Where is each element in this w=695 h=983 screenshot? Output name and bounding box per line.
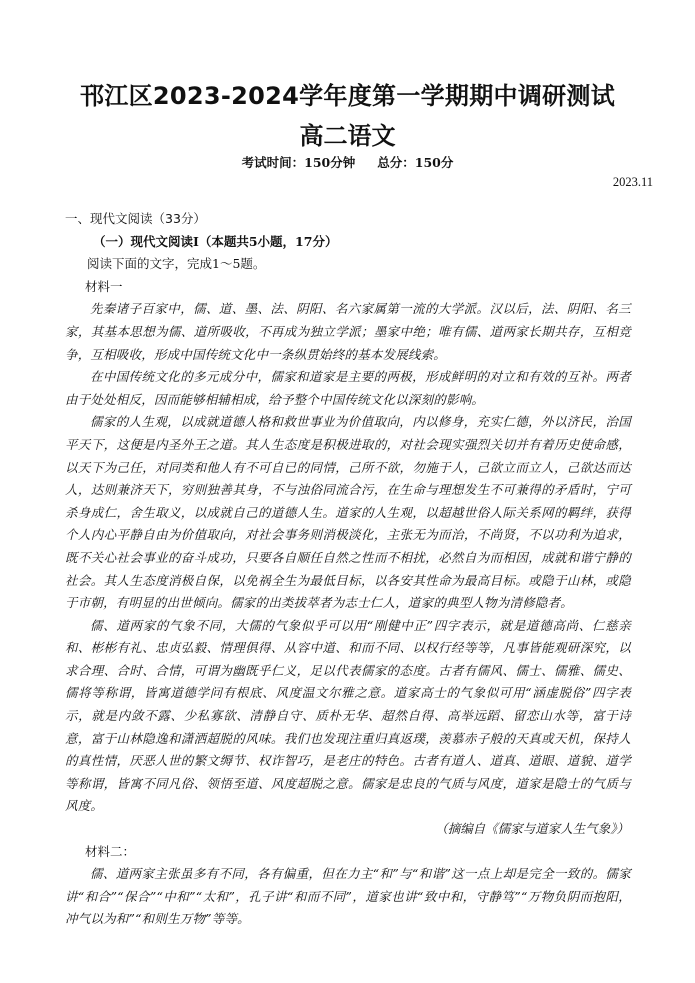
exam-time: 考试时间：150分钟 xyxy=(241,155,356,170)
total-score: 总分：150分 xyxy=(377,155,454,170)
material2-label: 材料二： xyxy=(85,843,136,859)
paragraph: 儒、道两家主张虽多有不同，各有偏重，但在力主“和”与“和谐”这一点上却是完全一致的。儒家讲“和合”“保合”“中和”“太和”，孔子讲“和而不同”，道家也讲“致中和，守静笃”“万物负阴而抱阳，冲气以为和”“和则生万物”等等。 xyxy=(65,866,631,927)
exam-date: 2023.11 xyxy=(612,175,653,189)
exam-info xyxy=(0,153,695,171)
paragraph: 在中国传统文化的多元成分中，儒家和道家是主要的两极，形成鲜明的对立和有效的互补。两者由于处处相反，因而能够相辅相成，给予整个中国传统文化以深刻的影响。 xyxy=(65,369,631,407)
paragraph: 先秦诸子百家中，儒、道、墨、法、阴阳、名六家属第一流的大学派。汉以后，法、阴阳、名三家，其基本思想为儒、道所吸收，不再成为独立学派；墨家中绝；唯有儒、道两家长期共存，互相竞争，互相吸收，形成中国传统文化中一条纵贯始终的基本发展线索。 xyxy=(65,301,631,362)
paragraph: 儒家的人生观，以成就道德人格和救世事业为价值取向，内以修身，充实仁德，外以济民，治国平天下，这便是内圣外王之道。其人生态度是积极进取的，对社会现实强烈关切并有着历史使命感，以天下为己任，对同类和他人有不可自已的同情，己所不欲，勿施于人，己欲立而立人，己欲达而达人，达则兼济天下，穷则独善其身，不与浊俗同流合污，在生命与理想发生不可兼得的矛盾时，宁可杀身成仁，舍生取义，以成就自己的道德人生。道家的人生观，以超越世俗人际关系网的羁绊，获得个人内心平静自由为价值取向，对社会事务则消极淡化，主张无为而治，不尚贤，不以功利为追求，既不关心社会事业的奋斗成功，只要各自顺任自然之性而不相扰，必然自为而相因，成就和谐宁静的社会。其人生态度消极自保，以免祸全生为最低目标，以各安其性命为最高目标。或隐于山林，或隐于市朝，有明显的出世倾向。儒家的出类拔萃者为志士仁人，道家的典型人物为清修隐者。 xyxy=(65,414,631,611)
exam-title: 邗江区2023-2024学年度第一学期期中调研测试 xyxy=(79,82,616,110)
document-body xyxy=(65,208,631,931)
source-citation: （摘编自《儒家与道家人生气象》） xyxy=(435,821,629,837)
instruction: 阅读下面的文字，完成1～5题。 xyxy=(87,256,266,272)
subsection-heading: （一）现代文阅读Ⅰ（本题共5小题，17分） xyxy=(93,233,338,249)
paragraph: 儒、道两家的气象不同，大儒的气象似乎可以用“刚健中正”四字表示，就是道德高尚、仁慈亲和、彬彬有礼、忠贞弘毅、情理俱得、从容中道、和而不同、以权行经等等，凡事皆能观研深究，以求合理、合时、合情，可谓为幽既乎仁义，足以代表儒家的态度。古者有儒风、儒士、儒雅、儒史、儒将等称谓，皆寓道德学问有根底、风度温文尔雅之意。道家高士的气象似可用“涵虚脱俗”四字表示，就是内敛不露、少私寡欲、清静自守、质朴无华、超然自得、高举远蹈、留恋山水等，富于诗意，富于山林隐逸和潇洒超脱的风味。我们也发现注重归真返璞，羡慕赤子般的天真或天机，保持人的真性情，厌恶人世的繁文缛节、权诈智巧，是老庄的特色。古者有道人、道真、道眼、道貌、道学等称谓，皆寓不同凡俗、领悟至道、风度超脱之意。儒家是忠良的气质与风度，道家是隐士的气质与风度。 xyxy=(65,617,631,814)
material1-label: 材料一 xyxy=(85,278,123,294)
subject-title: 高二语文 xyxy=(299,122,396,150)
section-heading: 一、现代文阅读（33分） xyxy=(65,211,206,226)
